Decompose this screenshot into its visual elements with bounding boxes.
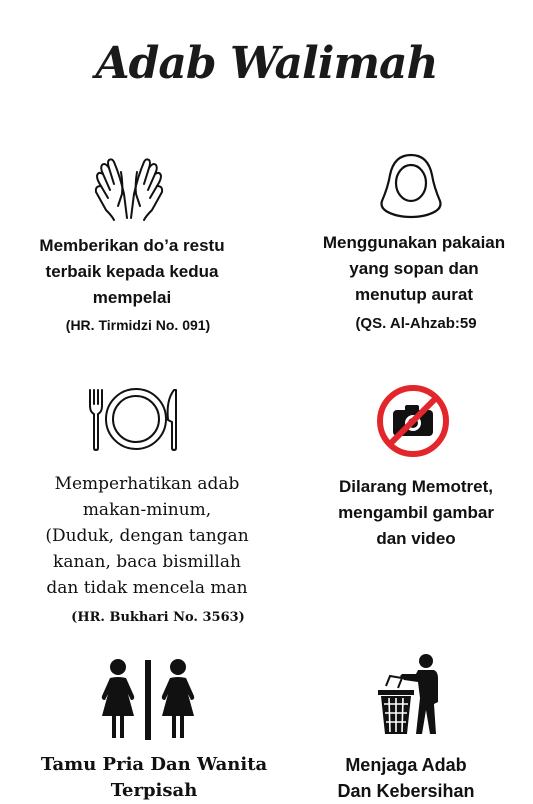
- item-4-line-3: dan video: [376, 529, 456, 548]
- item-6-line-2: Dan Kebersihan: [337, 781, 475, 801]
- item-2-text: [308, 230, 520, 308]
- item-5-text: [40, 752, 268, 804]
- item-1-reference: (HR. Tirmidzi No. 091): [65, 317, 211, 333]
- item-3-line-3: (Duduk, dengan tangan: [45, 526, 249, 546]
- item-1-line-3: mempelai: [92, 288, 172, 307]
- no-camera-icon: [376, 384, 450, 458]
- plate-fork-knife-icon: [86, 386, 184, 452]
- item-5-line-2: Terpisah: [110, 780, 198, 801]
- item-6-text: [314, 752, 498, 804]
- item-1-text: [22, 233, 242, 311]
- item-1-line-1: Memberikan do’a restu: [39, 236, 225, 255]
- item-6-line-1: Menjaga Adab: [345, 755, 467, 775]
- item-2-reference: (QS. Al-Ahzab:59: [355, 315, 477, 332]
- item-3-line-1: Memperhatikan adab: [54, 474, 240, 494]
- item-4-line-2: mengambil gambar: [338, 503, 494, 522]
- trash-bin-icon: [376, 652, 446, 736]
- item-3-text: [36, 471, 258, 601]
- item-3-line-5: dan tidak mencela man: [46, 578, 248, 598]
- item-3-line-2: makan-minum,: [82, 500, 212, 520]
- item-3-line-4: kanan, baca bismillah: [53, 552, 241, 572]
- separated-women-icon: [96, 658, 200, 740]
- item-4-text: [318, 474, 514, 552]
- item-1-line-2: terbaik kepada kedua: [45, 262, 219, 281]
- item-2-line-1: Menggunakan pakaian: [322, 233, 506, 252]
- item-2-line-2: yang sopan dan: [349, 259, 479, 278]
- item-4-line-1: Dilarang Memotret,: [339, 477, 493, 496]
- item-2-line-3: menutup aurat: [354, 285, 474, 304]
- item-3-reference: (HR. Bukhari No. 3563): [71, 610, 245, 625]
- page-title: Adab Walimah: [95, 38, 438, 89]
- praying-hands-icon: [92, 154, 166, 222]
- item-5-line-1: Tamu Pria Dan Wanita: [40, 754, 268, 775]
- hijab-icon: [376, 153, 446, 219]
